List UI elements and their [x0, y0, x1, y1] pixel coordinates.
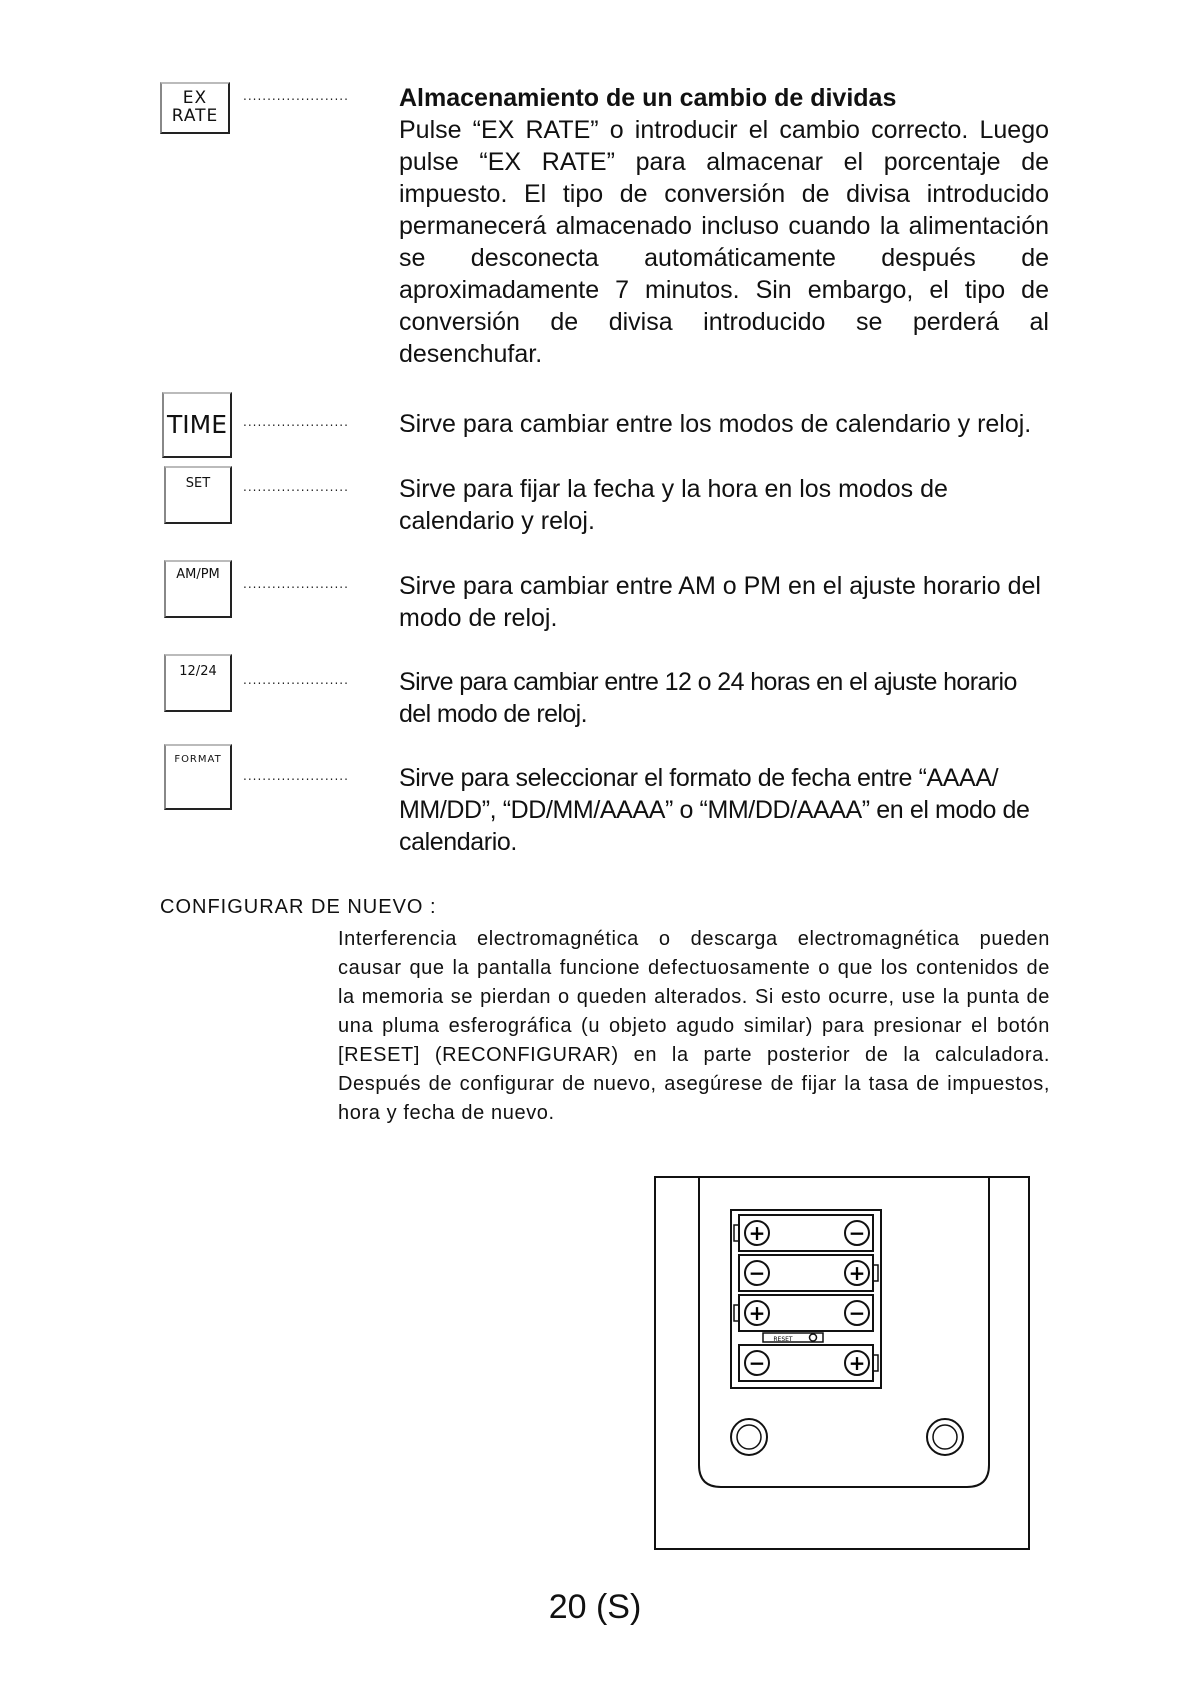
- format-description: Sirve para seleccionar el formato de fecha entre “AAAA/ MM/DD”, “DD/MM/AAAA” o “MM/DD/AAAA” en el modo de calendario.: [399, 764, 1030, 856]
- battery-4: [739, 1345, 878, 1381]
- set-key-label: SET: [185, 476, 211, 491]
- reset-heading: CONFIGURAR DE NUEVO :: [160, 896, 437, 918]
- ex-rate-key-line2: RATE: [171, 106, 219, 126]
- ex-rate-key: [160, 82, 230, 134]
- time-description: Sirve para cambiar entre los modos de calendario y reloj.: [399, 410, 1032, 438]
- leader-dots: ......................: [243, 89, 349, 103]
- set-description: Sirve para fijar la fecha y la hora en los modos de calendario y reloj.: [399, 475, 948, 535]
- h1224-key-label: 12/24: [179, 664, 217, 679]
- minus-icon: −: [748, 1261, 766, 1285]
- set-key: [164, 466, 232, 524]
- leader-dots: ......................: [243, 415, 349, 429]
- ex-rate-text: Pulse “EX RATE” o introducir el cambio correcto. Luego pulse “EX RATE” para almacenar el porcentaje de impuesto. El tipo de conversión de divisa introducido permanecerá almacenado incluso cuando la alimentación se desconecta automáticamente después de aproximadamente 7 minutos. Sin embargo, el tipo de conversión de divisa introducido se perderá al desenchufar.: [399, 116, 1049, 368]
- leader-dots: ......................: [243, 673, 349, 687]
- battery-3: [734, 1295, 873, 1331]
- battery-2: [739, 1255, 878, 1291]
- screw-hole-left: [731, 1419, 767, 1455]
- ex-rate-key-line1: EX: [182, 88, 208, 109]
- minus-icon: −: [748, 1351, 766, 1375]
- h1224-key: [164, 654, 232, 712]
- reset-button: [763, 1333, 823, 1343]
- plus-icon: +: [848, 1351, 866, 1375]
- minus-icon: −: [848, 1221, 866, 1245]
- ampm-description: Sirve para cambiar entre AM o PM en el ajuste horario del modo de reloj.: [399, 572, 1041, 632]
- battery-1: [734, 1215, 873, 1251]
- reset-label: RESET: [773, 1336, 793, 1343]
- page-number: 20 (S): [548, 1588, 642, 1626]
- ex-rate-title: Almacenamiento de un cambio de dividas: [399, 84, 897, 112]
- screw-hole-right: [927, 1419, 963, 1455]
- ex-rate-description: [399, 82, 1049, 370]
- plus-icon: +: [748, 1221, 766, 1245]
- time-key-label: TIME: [166, 409, 227, 439]
- plus-icon: +: [848, 1261, 866, 1285]
- plus-icon: +: [748, 1301, 766, 1325]
- leader-dots: ......................: [243, 577, 349, 591]
- leader-dots: ......................: [243, 480, 349, 494]
- battery-compartment-figure: [653, 1175, 1033, 1555]
- minus-icon: −: [848, 1301, 866, 1325]
- format-key-label: FORMAT: [174, 754, 222, 765]
- format-key: [164, 744, 232, 810]
- reset-body: Interferencia electromagnética o descarga electromagnética pueden causar que la pantalla funcione defectuosamente o que los contenidos de la memoria se pierdan o queden alterados. Si esto ocurre, use la punta de una pluma esferográfica (u objeto agudo similar) para presionar el botón [RESET] (RECONFIGURAR) en la parte posterior de la calculadora. Después de configurar de nuevo, asegúrese de fijar la tasa de impuestos, hora y fecha de nuevo.: [338, 928, 1050, 1124]
- leader-dots: ......................: [243, 769, 349, 783]
- ampm-key: [164, 560, 232, 618]
- h1224-description: Sirve para cambiar entre 12 o 24 horas en el ajuste horario del modo de reloj.: [399, 668, 1017, 728]
- ampm-key-label: AM/PM: [176, 567, 220, 582]
- time-key: [162, 392, 232, 458]
